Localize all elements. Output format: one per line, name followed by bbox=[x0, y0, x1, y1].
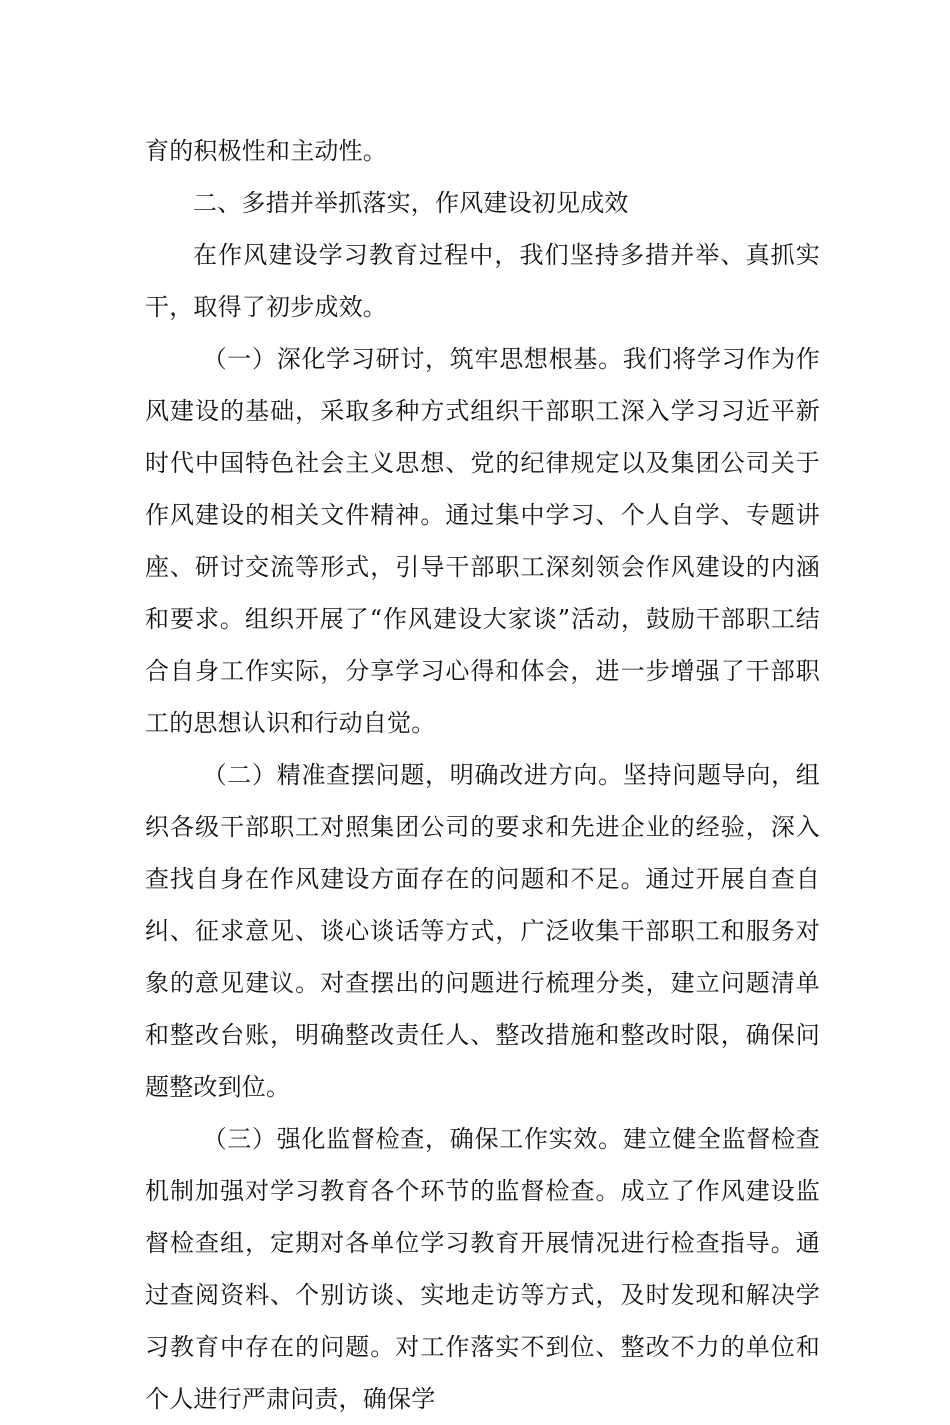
paragraph-problem-checking: （二）精准查摆问题，明确改进方向。坚持问题导向，组织各级干部职工对照集团公司的要求和先进企业的经验，深入查找自身在作风建设方面存在的问题和不足。通过开展自查自纠、征求意见、谈心谈话等方式，广泛收集干部职工和服务对象的意见建议。对查摆出的问题进行梳理分类，建立问题清单和整改台账，明确整改责任人、整改措施和整改时限，确保问题整改到位。 bbox=[145, 761, 820, 1101]
document-body bbox=[145, 125, 820, 1425]
paragraph-intro: 在作风建设学习教育过程中，我们坚持多措并举、真抓实干，取得了初步成效。 bbox=[145, 241, 820, 321]
paragraph-continuation: 育的积极性和主动性。 bbox=[145, 137, 387, 165]
section-heading-two: 二、多措并举抓落实，作风建设初见成效 bbox=[193, 189, 629, 217]
paragraph-supervision: （三）强化监督检查，确保工作实效。建立健全监督检查机制加强对学习教育各个环节的监督检查。成立了作风建设监督检查组，定期对各单位学习教育开展情况进行检查指导。通过查阅资料、个别访谈、实地走访等方式，及时发现和解决学习教育中存在的问题。对工作落实不到位、整改不力的单位和个人进行严肃问责，确保学 bbox=[145, 1125, 820, 1413]
paragraph-study-discussion: （一）深化学习研讨，筑牢思想根基。我们将学习作为作风建设的基础，采取多种方式组织干部职工深入学习习近平新时代中国特色社会主义思想、党的纪律规定以及集团公司关于作风建设的相关文件精神。通过集中学习、个人自学、专题讲座、研讨交流等形式，引导干部职工深刻领会作风建设的内涵和要求。组织开展了“作风建设大家谈”活动，鼓励干部职工结合自身工作实际，分享学习心得和体会，进一步增强了干部职工的思想认识和行动自觉。 bbox=[145, 345, 820, 737]
